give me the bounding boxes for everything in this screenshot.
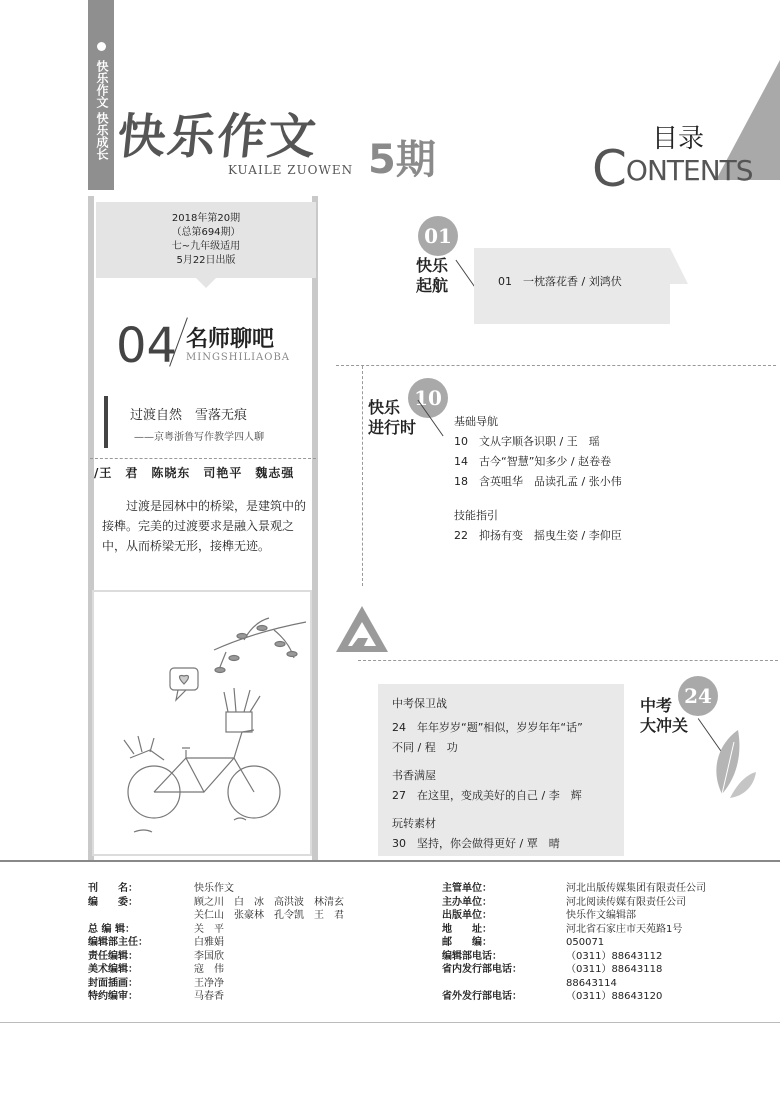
side-strip — [88, 0, 114, 190]
section-title[interactable] — [416, 256, 448, 296]
issue-line: 5月22日出版 — [176, 255, 236, 266]
issue-badge: 5期 — [368, 137, 436, 183]
masthead-value: 关 平 — [194, 923, 224, 935]
section-title[interactable] — [640, 696, 688, 736]
toc-category: 技能指引 — [454, 509, 498, 522]
masthead-label: 省外发行部电话： — [442, 991, 522, 1002]
masthead-value: 李国欣 — [194, 950, 224, 962]
feature-quote-title[interactable]: 过渡自然 雪落无痕 — [130, 408, 248, 423]
masthead-value: 顾之川 白 冰 高洪波 林清玄 — [194, 896, 344, 908]
masthead-label: 编辑部主任： — [88, 937, 148, 948]
masthead-value: 关仁山 张豪林 孔令凯 王 君 — [194, 910, 344, 921]
masthead-value: 白雅娟 — [194, 937, 224, 948]
feature-number[interactable]: 04 — [116, 318, 178, 374]
toc-entry[interactable]: 18 含英咀华 品读孔孟 / 张小伟 — [454, 475, 622, 488]
toc-entry[interactable]: 22 抑扬有变 摇曳生姿 / 李仰臣 — [454, 529, 622, 542]
magazine-logo: 快乐作文 — [114, 109, 321, 165]
issue-info-box — [96, 202, 316, 278]
masthead-label: 省内发行部电话： — [442, 964, 522, 975]
toc-category: 书香满屋 — [392, 769, 436, 782]
section-number-badge: 01 — [418, 216, 458, 256]
masthead-value: 快乐作文 — [194, 883, 234, 894]
masthead-value: 快乐作文编辑部 — [566, 910, 636, 921]
feature-quote-subtitle: ——京粤浙鲁写作教学四人聊 — [134, 432, 264, 443]
divider — [358, 660, 778, 661]
section-number-badge: 10 — [408, 378, 448, 418]
section-toc-list — [454, 412, 622, 546]
masthead-label: 邮 编： — [442, 937, 492, 948]
masthead-value: （0311）88643112 — [566, 950, 663, 962]
masthead-label: 美术编辑： — [88, 964, 138, 975]
masthead-label: 责任编辑： — [88, 950, 138, 962]
issue-line: （总第694期） — [171, 227, 241, 238]
masthead-label: 主管单位： — [442, 883, 492, 894]
masthead-value: 河北省石家庄市天苑路1号 — [566, 923, 683, 935]
toc-entry[interactable]: 14 古今“智慧”知多少 / 赵卷卷 — [454, 455, 612, 468]
section-title[interactable] — [368, 398, 416, 438]
toc-heading: 目录 — [652, 124, 705, 154]
section-title-line: 快乐 — [416, 256, 449, 275]
masthead-value: 050071 — [566, 937, 605, 948]
bicycle-illustration — [92, 590, 312, 856]
contents-rest: ONTENTS — [625, 154, 753, 187]
strip-dot — [97, 42, 106, 51]
toc-entry[interactable]: 27 在这里，变成美好的自己 / 李 辉 — [392, 789, 582, 802]
masthead-value: （0311）88643118 — [566, 964, 663, 975]
section-title-line: 快乐 — [368, 398, 401, 417]
section-title-line: 起航 — [416, 276, 449, 295]
masthead-value: 寇 伟 — [194, 964, 224, 975]
toc-entry[interactable]: 30 坚持，你会做得更好 / 覃 晴 — [392, 837, 560, 850]
feature-intro: 过渡是园林中的桥梁，是建筑中的接榫。完美的过渡要求是融入景观之中，从而桥梁无形，接榫无迹。 — [102, 499, 307, 553]
toc-entry[interactable]: 01 一枕落花香 / 刘鸿伏 — [498, 275, 622, 288]
masthead-label: 刊 名： — [88, 883, 138, 894]
masthead-label: 特约编审： — [88, 991, 138, 1002]
section-title-line: 中考 — [640, 696, 673, 715]
toc-entry[interactable]: 24 年年岁岁“题”相似，岁岁年年“话” — [392, 721, 583, 734]
issue-line: 七~九年级适用 — [171, 241, 241, 252]
masthead-label: 编辑部电话： — [442, 950, 502, 962]
divider — [90, 458, 316, 459]
triangle-logo-icon — [334, 604, 390, 654]
masthead-value: 河北出版传媒集团有限责任公司 — [566, 883, 706, 894]
masthead-label: 总 编 辑： — [88, 923, 135, 935]
box-corner-triangle — [670, 248, 688, 284]
feature-title[interactable]: 名师聊吧 — [186, 327, 275, 352]
masthead-value: 王净净 — [194, 977, 224, 989]
section-title-line: 进行时 — [368, 418, 417, 437]
masthead-label: 封面插画： — [88, 977, 138, 989]
section-toc-list — [392, 694, 583, 854]
masthead-label: 编 委： — [88, 896, 138, 908]
bicycle-drawing — [94, 592, 310, 854]
masthead-rule — [0, 860, 780, 862]
masthead-value: 88643114 — [566, 977, 617, 989]
contents-cap: C — [592, 140, 626, 198]
toc-category: 基础导航 — [454, 415, 498, 428]
issue-line: 2018年第20期 — [171, 213, 241, 224]
masthead-label: 主办单位： — [442, 896, 492, 908]
toc-category: 中考保卫战 — [392, 697, 447, 710]
section-number-badge: 24 — [678, 676, 718, 716]
masthead-bottom-rule — [0, 1022, 780, 1023]
feature-pinyin: MINGSHILIAOBA — [186, 352, 291, 363]
vertical-divider — [362, 366, 363, 586]
masthead-value: 河北阅读传媒有限责任公司 — [566, 896, 686, 908]
toc-category: 玩转素材 — [392, 817, 436, 830]
toc-entry-continued[interactable]: 不同 / 程 功 — [392, 741, 458, 754]
leaf-icon — [708, 722, 758, 802]
masthead-label: 地 址： — [442, 923, 492, 935]
masthead-value: （0311）88643120 — [566, 991, 663, 1002]
leaf-icon-svg — [708, 722, 758, 802]
strip-slogan: 快乐作文 快乐成长 — [95, 60, 109, 161]
divider — [336, 365, 776, 366]
masthead-label: 出版单位： — [442, 910, 492, 921]
triangle-logo-icon-svg — [334, 604, 390, 654]
toc-entry[interactable]: 10 文从字顺各识职 / 王 瑶 — [454, 435, 600, 448]
logo-pinyin: KUAILE ZUOWEN — [228, 163, 354, 177]
contents-wordmark — [592, 140, 753, 198]
feature-authors: /王 君 陈晓东 司艳平 魏志强 — [94, 466, 295, 480]
quote-bar — [104, 396, 108, 448]
masthead-value: 马春香 — [194, 991, 224, 1002]
section-title-line: 大冲关 — [640, 716, 689, 735]
